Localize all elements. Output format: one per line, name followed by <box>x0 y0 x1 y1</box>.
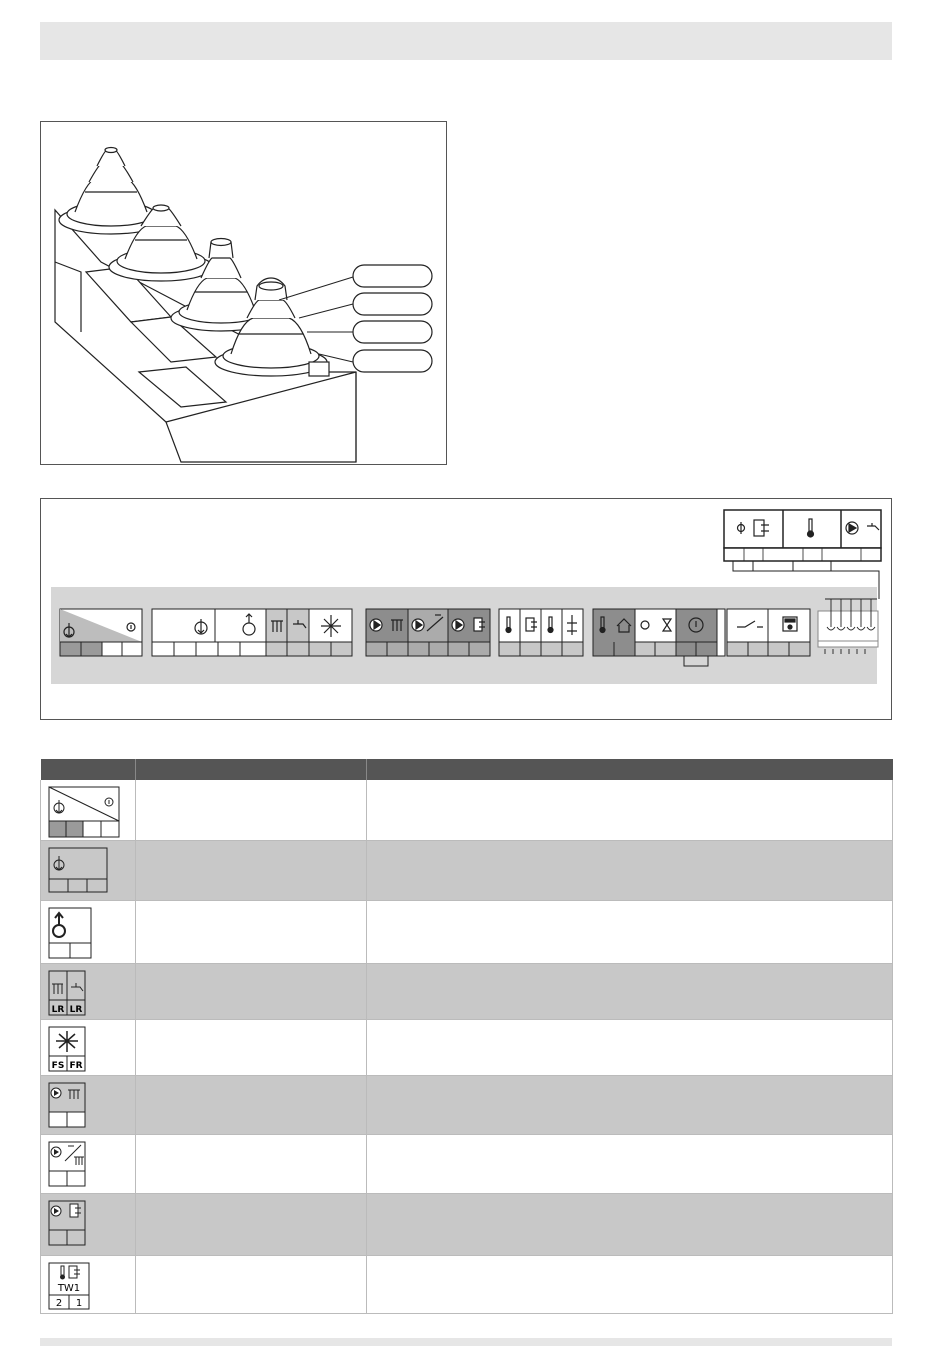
table-row <box>41 840 893 900</box>
fr-label: FR <box>69 1060 83 1071</box>
table-row <box>41 900 893 963</box>
terminal-strip-drawing <box>41 499 892 720</box>
table-row <box>41 1075 893 1134</box>
mixer-terminal-icon <box>48 786 120 838</box>
radiator-tap-terminal-icon <box>48 970 88 1018</box>
table-row <box>41 1193 893 1255</box>
pump-tank-terminal-icon <box>48 1200 88 1248</box>
page-footer-bar <box>40 1338 892 1346</box>
table-row <box>41 1134 893 1193</box>
table-header-row <box>41 759 893 780</box>
sensor-connector-block <box>724 510 881 561</box>
callout-labels <box>353 265 432 372</box>
cable-gland-drawing <box>41 122 447 465</box>
frost-terminal-icon <box>48 1026 88 1074</box>
column-header-description <box>367 759 893 780</box>
up-pump-terminal-icon <box>48 907 94 961</box>
row-desc <box>367 780 893 840</box>
fs-label: FS <box>51 1060 65 1071</box>
pump-tap-radiator-terminal-icon <box>48 1141 88 1189</box>
lr-label-1: LR <box>51 1004 65 1015</box>
cable-gland-figure <box>40 121 447 465</box>
terminal-legend-table <box>40 759 893 1314</box>
row-desc <box>367 1134 893 1193</box>
row-name <box>136 1134 367 1193</box>
row-desc <box>367 840 893 900</box>
row-name <box>136 963 367 1019</box>
row-desc <box>367 1193 893 1255</box>
column-header-name <box>136 759 367 780</box>
row-name <box>136 1255 367 1313</box>
page-header-bar <box>40 22 892 60</box>
lr-label-2: LR <box>69 1004 83 1015</box>
table-row <box>41 780 893 840</box>
row-name <box>136 840 367 900</box>
tw1-label: TW1 <box>57 1282 81 1294</box>
row-name <box>136 1019 367 1075</box>
table-row <box>41 963 893 1019</box>
row-name <box>136 1075 367 1134</box>
row-desc <box>367 1075 893 1134</box>
row-desc <box>367 963 893 1019</box>
row-desc <box>367 900 893 963</box>
table-row <box>41 1019 893 1075</box>
column-header-symbol <box>41 759 136 780</box>
pump-radiator-terminal-icon <box>48 1082 88 1130</box>
down-pump-terminal-icon <box>48 847 110 895</box>
table-row <box>41 1255 893 1313</box>
tw1-col-1: 1 <box>75 1297 83 1309</box>
row-desc <box>367 1019 893 1075</box>
row-desc <box>367 1255 893 1313</box>
row-name <box>136 1193 367 1255</box>
row-name <box>136 900 367 963</box>
tw1-col-2: 2 <box>55 1297 63 1309</box>
row-name <box>136 780 367 840</box>
terminal-strip-figure <box>40 498 892 720</box>
sensor-tank-terminal-icon <box>48 1262 92 1312</box>
